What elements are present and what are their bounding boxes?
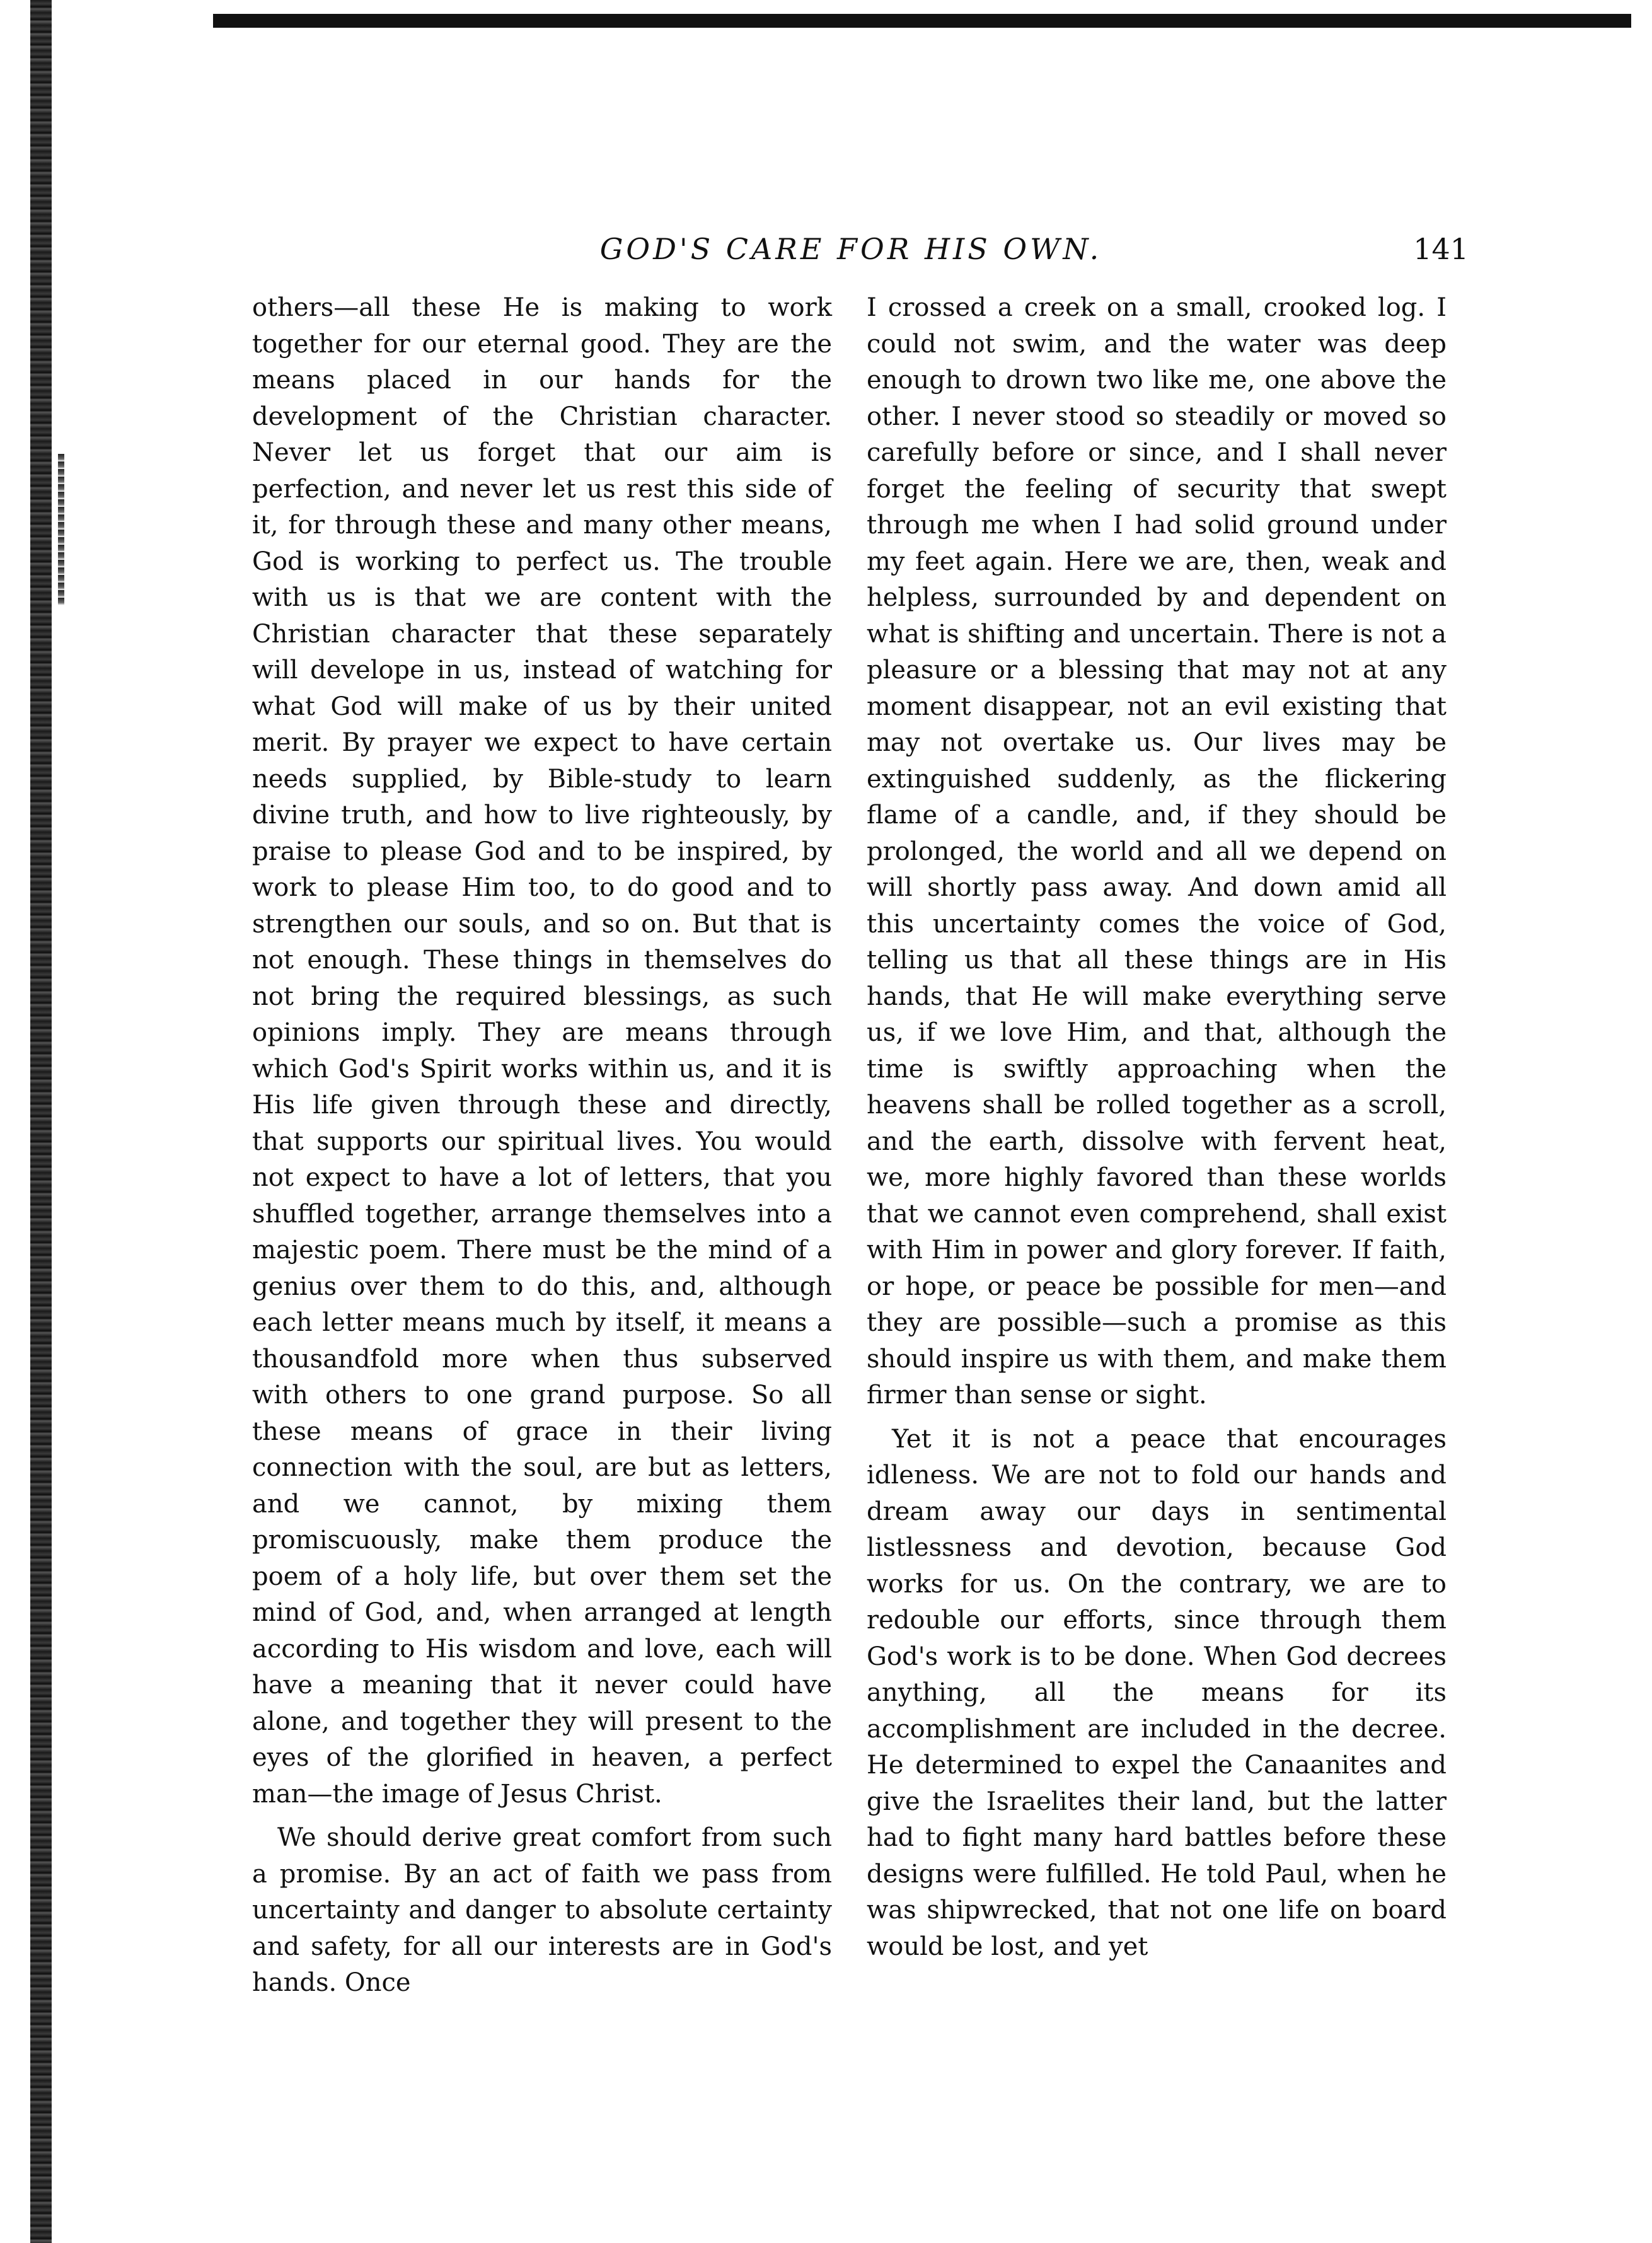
right-column [867, 290, 1447, 1965]
top-rule [213, 14, 1631, 28]
paragraph: others—all these He is making to work together for our eternal good. They are the means placed in our hands for the development of the Christian character. Never let us forget that our aim is perfection, and never let us rest this side of it, for through these and many other means, God is working to perfect us. The trouble with us is that we are content with the Christian character that these separately will develope in us, instead of watching for what God will make of us by their united merit. By prayer we expect to have certain needs supplied, by Bible-study to learn divine truth, and how to live righteously, by praise to please God and to be inspired, by work to please Him too, to do good and to strengthen our souls, and so on. But that is not enough. These things in themselves do not bring the required blessings, as such opinions imply. They are means through which God's Spirit works within us, and it is His life given through these and directly, that supports our spiritual lives. You would not expect to have a lot of letters, that you shuffled together, arrange themselves into a majestic poem. There must be the mind of a genius over them to do this, and, although each letter means much by itself, it means a thousandfold more when thus subserved with others to one grand purpose. So all these means of grace in their living connection with the soul, are but as letters, and we cannot, by mixing them promiscuously, make them produce the poem of a holy life, but over them set the mind of God, and, when arranged at length according to His wisdom and love, each will have a meaning that it never could have alone, and together they will present to the eyes of the glorified in heaven, a perfect man—the image of Jesus Christ. [252, 293, 832, 1809]
paragraph: Yet it is not a peace that encourages idleness. We are not to fold our hands and dream away our days in sentimental listlessness and devotion, because God works for us. On the contrary, we are to redouble our efforts, since through them God's work is to be done. When God decrees anything, all the means for its accomplishment are included in the decree. He determined to expel the Canaanites and give the Israelites their land, but the latter had to fight many hard battles before these designs were fulfilled. He told Paul, when he was shipwrecked, that not one life on board would be lost, and yet [867, 1424, 1447, 1961]
running-title: GOD'S CARE FOR HIS OWN. [599, 232, 1102, 266]
running-header [233, 224, 1469, 274]
left-column [252, 290, 832, 2002]
page-number: 141 [1413, 232, 1469, 266]
page-binding-edge [30, 0, 52, 2243]
paragraph: I crossed a creek on a small, crooked log. I could not swim, and the water was deep enough to drown two like me, one above the other. I never stood so steadily or moved so carefully before or since, and I shall never forget the feeling of security that swept through me when I had solid ground under my feet again. Here we are, then, weak and helpless, surrounded by and dependent on what is shifting and uncertain. There is not a pleasure or a blessing that may not at any moment disappear, not an evil existing that may not overtake us. Our lives may be extinguished suddenly, as the flickering flame of a candle, and, if they should be prolonged, the world and all we depend on will shortly pass away. And down amid all this uncertainty comes the voice of God, telling us that all these things are in His hands, that He will make everything serve us, if we love Him, and that, although the time is swiftly approaching when the heavens shall be rolled together as a scroll, and the earth, dissolve with fervent heat, we, more highly favored than these worlds that we cannot even comprehend, shall exist with Him in power and glory forever. If faith, or hope, or peace be possible for men—and they are possible—such a promise as this should inspire us with them, and make them firmer than sense or sight. [867, 293, 1447, 1410]
page-binding-shadow [58, 454, 64, 605]
paragraph: We should derive great comfort from such a promise. By an act of faith we pass from uncertainty and danger to absolute certainty and safety, for all our interests are in God's hands. Once [252, 1823, 832, 1997]
